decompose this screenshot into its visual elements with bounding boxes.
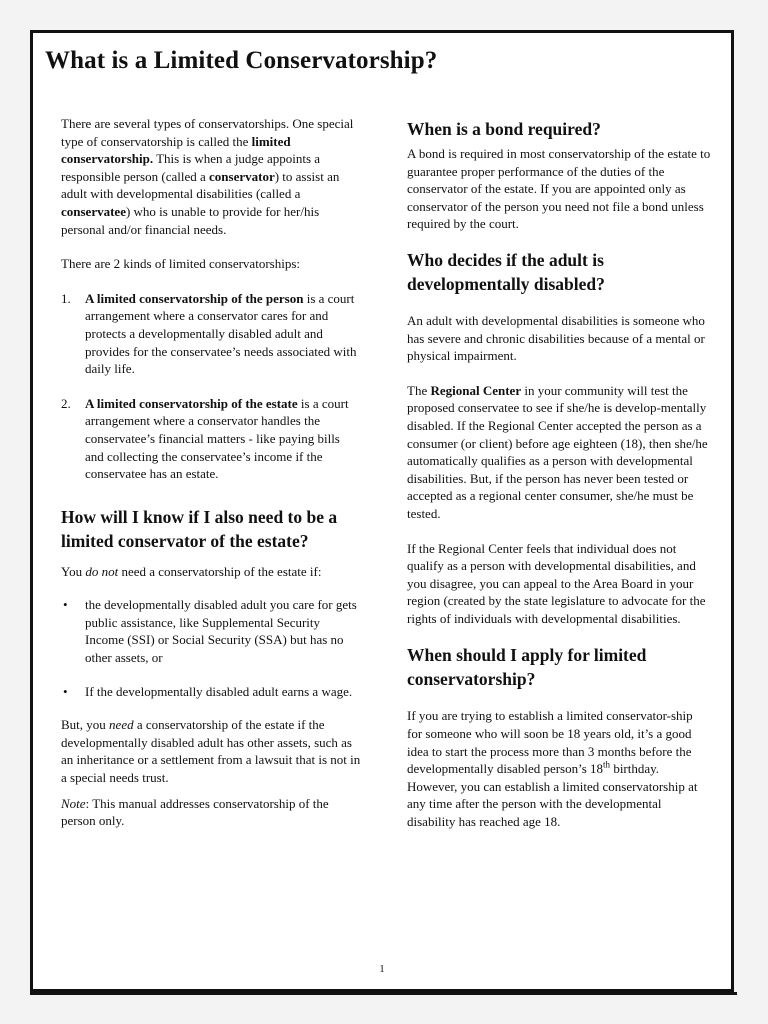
intro-text-2: This is when a judge appoints a responsible person (called a xyxy=(61,151,321,184)
list-item xyxy=(61,395,361,483)
list-item-text: is a court arrangement where a conservator handles the conservatee’s financial matters - like paying bills and collecting the conservatee’s income if the conservatee has an estate. xyxy=(85,395,349,482)
list-item xyxy=(61,290,361,378)
list-item-text: is a court arrangement where a conservator cares for and protects a developmentally disabled adult and provides for the conservatee’s needs associated with daily life. xyxy=(85,290,357,377)
page-title: What is a Limited Conservatorship? xyxy=(45,47,438,74)
no-need-text-2: need a conservatorship of the estate if: xyxy=(118,563,322,579)
bullet-icon: • xyxy=(63,683,68,699)
conditions-list xyxy=(61,596,361,700)
need-text-1: But, you xyxy=(61,717,110,733)
intro-text-1: There are several types of conservatorships. One special type of conservatorship is called the xyxy=(61,116,354,149)
regional-center-term: Regional Center xyxy=(430,382,522,398)
left-column xyxy=(61,115,361,830)
intro-text-3: ) to assist an adult with developmental disabilities (called a xyxy=(61,168,340,202)
apply-paragraph xyxy=(407,707,711,830)
kinds-intro: There are 2 kinds of limited conservatorships: xyxy=(61,256,300,272)
intro-paragraph xyxy=(61,115,361,238)
intro-term-conservator: conservator xyxy=(209,168,275,184)
list-item-term: A limited conservatorship of the person xyxy=(85,290,304,306)
no-need-text-1: You xyxy=(61,563,86,579)
appeal-paragraph: If the Regional Center feels that individual does not qualify as a person with developmental disabilities, and you disagree, you can appeal to the Area Board in your region (created by the state legislature to advocate for the rights of individuals with developmental disabilities. xyxy=(407,540,706,626)
list-number: 1. xyxy=(61,290,71,306)
estate-heading: How will I know if I also need to be a limited conservator of the estate? xyxy=(61,506,338,551)
regional-text-2: in your community will test the proposed conservatee to see if she/he is develop-mentally disabled. If the Regional Center accepted the person as a consumer (or client) before age eighteen (18), then she/he automatically qualifies as a person with developmental disabilities. But, if the person has never been tested or accepted as a regional center consumer, she/he must be tested. xyxy=(407,382,708,521)
right-column xyxy=(407,115,711,831)
bullet-icon: • xyxy=(63,597,68,613)
list-item xyxy=(61,683,361,701)
bond-paragraph: A bond is required in most conservatorship of the estate to guarantee proper performance of the duties of the conservator of the estate. If you are appointed only as conservator of the person you need not file a bond unless required by the court. xyxy=(407,146,711,232)
list-item-term: A limited conservatorship of the estate xyxy=(85,395,298,411)
no-need-paragraph xyxy=(61,563,361,581)
intro-term-limited: limited conservatorship. xyxy=(61,133,291,167)
page-number: 1 xyxy=(379,963,385,975)
intro-text-4: ) who is unable to provide for her/his personal and/or financial needs. xyxy=(61,203,320,237)
list-item-text: If the developmentally disabled adult earns a wage. xyxy=(85,683,353,699)
list-item-text: the developmentally disabled adult you care for gets public assistance, like Supplemental Security Income (SSI) or Social Security (SSA) but has no other assets, or xyxy=(85,597,357,666)
note-paragraph xyxy=(61,795,361,830)
decides-paragraph: An adult with developmental disabilities is someone who has severe and chronic disabilities because of a mental or physical impairment. xyxy=(407,312,705,364)
note-text: : This manual addresses conservatorship of the person only. xyxy=(61,795,329,829)
bond-heading: When is a bond required? xyxy=(407,119,601,139)
need-paragraph xyxy=(61,716,361,786)
need-text-2: a conservatorship of the estate if the developmentally disabled adult has other assets, such as an inheritance or a settlement from a lawsuit that is not in a special needs trust. xyxy=(61,717,361,786)
apply-text-2: birthday. However, you can establish a limited conservatorship at any time after the person with the developmental disability has reached age 18. xyxy=(407,761,698,830)
regional-text-1: The xyxy=(407,382,431,398)
ordinal-suffix: th xyxy=(603,759,611,770)
apply-heading: When should I apply for limited conservatorship? xyxy=(407,645,647,690)
note-label: Note xyxy=(61,795,86,811)
document-page xyxy=(30,30,734,992)
decides-heading: Who decides if the adult is developmentally disabled? xyxy=(407,249,605,294)
list-item xyxy=(61,596,361,666)
need-emphasis: need xyxy=(109,717,134,733)
kinds-list xyxy=(61,290,361,483)
no-need-emphasis: do not xyxy=(85,563,119,579)
list-number: 2. xyxy=(61,395,71,411)
apply-text-1: If you are trying to establish a limited conservator-ship for someone who will soon be 18 years old, it’s a good idea to start the process more than 3 months before the developmentally disabled person’s 18 xyxy=(407,708,693,777)
regional-center-paragraph xyxy=(407,382,711,523)
intro-term-conservatee: conservatee xyxy=(61,203,126,219)
